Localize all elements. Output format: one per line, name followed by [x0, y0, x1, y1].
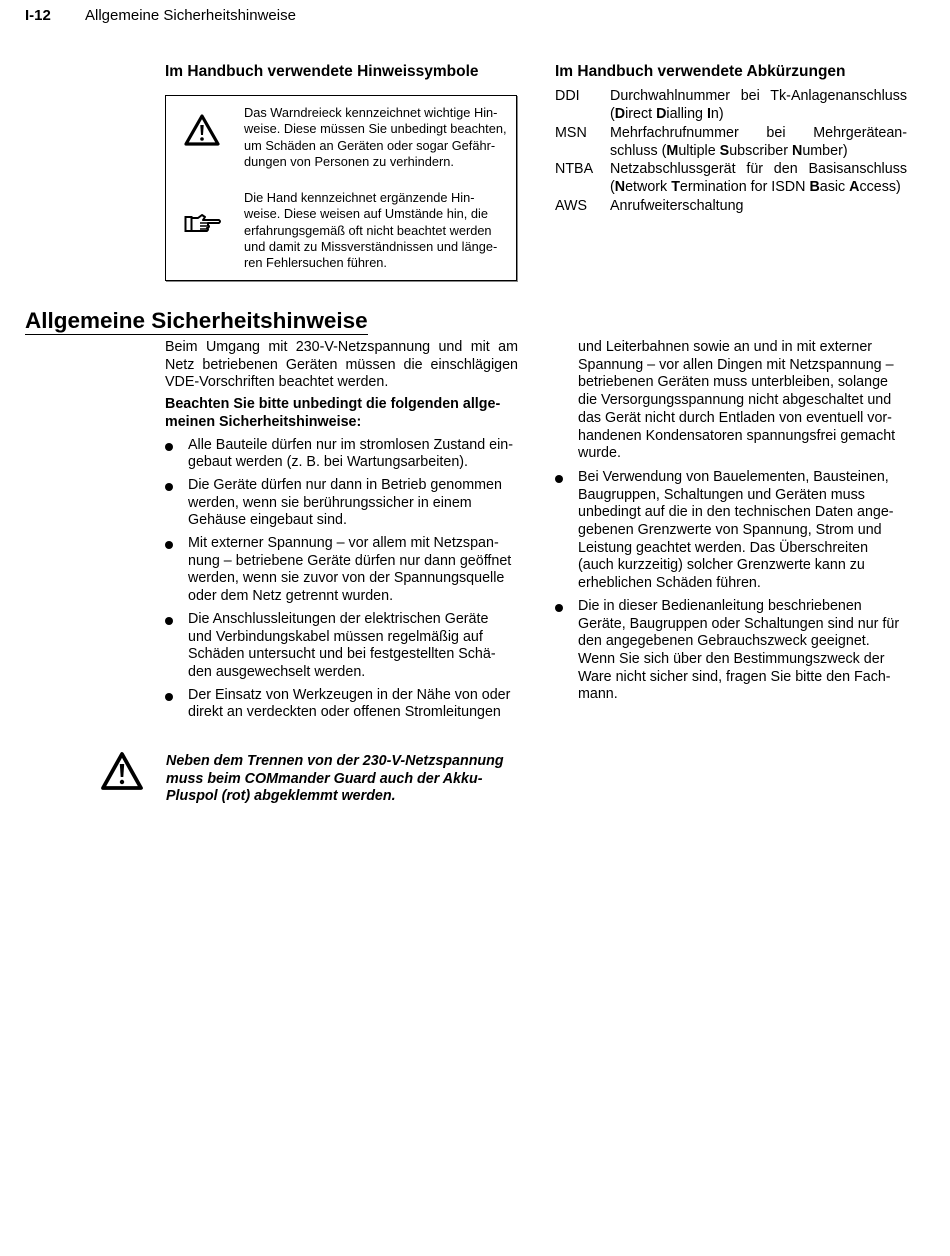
abbreviation-desc-line1: Durchwahlnummer bei Tk-Anlagenanschluss [610, 88, 907, 104]
left-column [165, 339, 518, 722]
section-heading: Allgemeine Sicherheitshinweise [25, 308, 368, 333]
abbreviation-expansion: (Network Termination for ISDN Basic Access) [610, 179, 901, 195]
abbreviation-desc-line1: Mehrfachrufnummer bei Mehrgerätean- [610, 125, 907, 141]
abbreviation-expansion: schluss (Multiple Subscriber Number) [610, 143, 848, 159]
warning-note: Neben dem Trennen von der 230-V-Netzspannung muss beim COMmander Guard auch der Akku- Pluspol (rot) abgeklemmt werden. [166, 753, 504, 805]
list-item: Mit externer Spannung – vor allem mit Netzspan- nung – betriebene Geräte dürfen nur dann geöffnet werden, wenn sie zuvor von der Spannungsquelle oder dem Netz getrennt wurden. [165, 535, 518, 606]
list-item: Alle Bauteile dürfen nur im stromlosen Zustand ein- gebaut werden (z. B. bei Wartungsarbeiten). [165, 437, 518, 472]
abbreviations-heading: Im Handbuch verwendete Abkürzungen [555, 63, 846, 80]
symbol-text-warning: Das Warndreieck kennzeichnet wichtige Hin- weise. Diese müssen Sie unbedingt beachten, um Schäden an Geräten oder sogar Gefähr- dungen von Personen zu verhindern. [244, 105, 507, 169]
warning-triangle-icon [184, 114, 220, 151]
bold-intro: Beachten Sie bitte unbedingt die folgenden allge- meinen Sicherheitshinweise: [165, 396, 501, 430]
pointing-hand-icon [184, 213, 222, 240]
list-item: Der Einsatz von Werkzeugen in der Nähe von oder direkt an verdeckten oder offenen Stromleitungen [165, 687, 518, 722]
abbreviation-description [610, 124, 907, 160]
abbreviation-description [610, 160, 907, 196]
abbreviation-expansion: (Direct Dialling In) [610, 106, 724, 122]
list-item: Die Geräte dürfen nur dann in Betrieb genommen werden, wenn sie berührungssicher in einem Gehäuse eingebaut sind. [165, 477, 518, 530]
page-number: I-12 [25, 7, 51, 24]
symbols-box [165, 95, 517, 281]
symbol-text-hand: Die Hand kennzeichnet ergänzende Hin- weise. Diese weisen auf Umstände hin, die erfahrungsgemäß oft nicht beachtet werden und damit zu Missverständnissen und länge- ren Fehlersuchen führen. [244, 190, 498, 271]
running-title: Allgemeine Sicherheitshinweise [85, 7, 296, 24]
intro-paragraph: Beim Umgang mit 230-V-Netzspannung und mit am Netz betriebenen Geräten müssen die einschlägigen VDE-Vorschriften beachtet werden. [165, 339, 518, 391]
abbreviation-key: MSN [555, 125, 587, 141]
abbreviation-desc-line1: Anrufweiterschaltung [610, 198, 744, 214]
abbreviation-description [610, 197, 907, 215]
warning-triangle-icon [100, 751, 144, 796]
abbreviation-key: AWS [555, 198, 588, 214]
abbreviation-desc-line1: Netzabschlussgerät für den Basisanschluss [610, 161, 907, 177]
right-column [555, 339, 908, 704]
abbreviation-key: DDI [555, 88, 580, 104]
list-item: Bei Verwendung von Bauelementen, Bausteinen, Baugruppen, Schaltungen und Geräten muss unbedingt auf die in den technischen Daten ange- gebenen Grenzwerte von Spannung, Strom und Leistung geachtet werden. Das Überschreiten (auch kurzzeitig) solcher Grenzwerte kann zu erheblichen Schäden führen. [555, 469, 908, 593]
continuation-paragraph: und Leiterbahnen sowie an und in mit externer Spannung – vor allen Dingen mit Netzspannung – betriebenen Geräten muss unterbleiben, solange die Versorgungsspannung nicht abgeschaltet und das Gerät nicht durch Entladen von eventuell vor- handenen Kondensatoren spannungsfrei gemacht wurde. [578, 339, 896, 462]
symbols-heading: Im Handbuch verwendete Hinweissymbole [165, 63, 479, 80]
list-item: Die in dieser Bedienanleitung beschriebenen Geräte, Baugruppen oder Schaltungen sind nur für den angegebenen Gebrauchszweck geeignet. Wenn Sie sich über den Bestimmungszweck der Ware nicht sicher sind, fragen Sie bitte den Fach- mann. [555, 598, 908, 704]
abbreviation-description [610, 87, 907, 123]
abbreviation-key: NTBA [555, 161, 594, 177]
list-item: Die Anschlussleitungen der elektrischen Geräte und Verbindungskabel müssen regelmäßig auf Schäden untersucht und bei festgestellten Schä- den ausgewechselt werden. [165, 611, 518, 682]
